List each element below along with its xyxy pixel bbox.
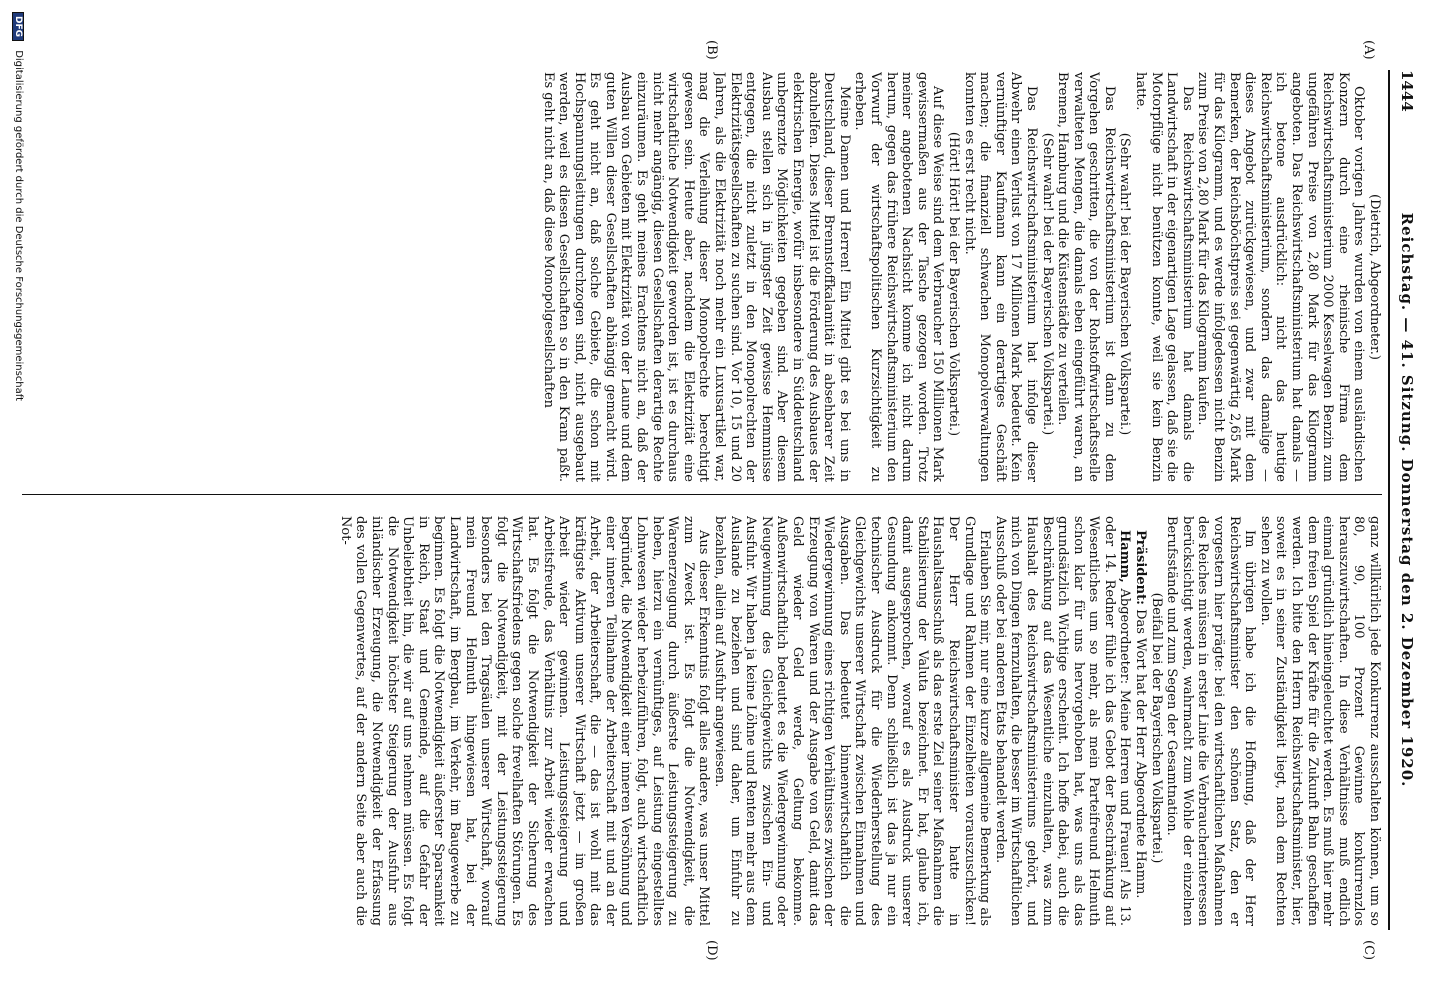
interjection: (Hört! Hört! bei der Bayerischen Volkspartei.) [945, 131, 961, 437]
margin-label-a: (A) [1361, 40, 1376, 60]
paragraph: Aus dieser Erkenntnis folgt alles andere, was unser Mittel zum Zweck ist. Es folgt die Notwendigkeit, die Warenerzeugung durch äußerste Leistungssteigerung zu heben, hierzu ein vernünftiges, auf Leistung eingestelltes Lohnwesen wieder herbeizuführen, folgt, auch wirtschaftlich begründet, die Notwendigkeit einer inneren Versöhnung und einer inneren Teilnahme der Arbeiterschaft mit und an der Arbeit, der Arbeiterschaft, die — das ist wohl mit das kräftigste Aktivum unserer Wirtschaft jetzt — im großen Arbeit wieder gewinnen. Leistungssteigerung und Arbeitsfreude, das Verhältnis zur Arbeit wieder erwachen hat. Es folgt die Notwendigkeit der Sicherung des Wirtschaftsfriedens gegen solche frevelhaften Störungen. Es folgt die Notwendigkeit, mit der Leistungssteigerung besonders bei den Tragsäulen unserer Wirtschaft, worauf mein Freund Helmuth hingewiesen hat, bei der Landwirtschaft, im Bergbau, im Verkehr, im Baugewerbe zu beginnen. Es folgt die Notwendigkeit äußerster Sparsamkeit in Reich, Staat und Gemeinde, auf die Gefahr der Unbeliebtheit hin, die wir auf uns nehmen müssen. Es folgt die Notwendigkeit höchster Steigerung der Ausfuhr aus inländischer Erzeugung, die Notwendigkeit der Erfassung des vollen Gegenwertes, auf der andern Seite aber auch die Not- [337, 516, 712, 926]
paragraph: Das Reichswirtschaftsministerium ist dann zu dem Vorgehen geschritten, die von der Rohstoffwirtschaftsstelle verwalteten Mengen, die damals eben eingeführt waren, an Bremen, Hamburg und die Küstenstädte zu verteilen. [1055, 72, 1117, 482]
credit-text: Digitalisierung gefördert durch die Deutsche Forschungsgemeinschaft [13, 50, 24, 402]
president-label: Präsident: [1133, 530, 1149, 605]
margin-label-b: (B) [704, 40, 719, 60]
paragraph: Meine Damen und Herren! Ein Mittel gibt es bei uns in Deutschland, dieser Brennstoffkalamität in absehbarer Zeit abzuhelfen. Dieses Mittel ist die Förderung des Ausbaues der elektrischen Energie, wofür insbesondere in Süddeutschland unbegrenzte Möglichkeiten gegeben sind. Aber diesem Ausbau stellen sich in jüngster Zeit gewisse Hemmnisse entgegen, die nicht zuletzt in den Monopolrechten der Elektrizitätsgesellschaften zu suchen sind. Vor 10, 15 und 20 Jahren, als die Elektrizität noch mehr ein Luxusartikel war, mag die Verleihung dieser Monopolrechte berechtigt gewesen sein. Heute aber, nachdem die Elektrizität eine wirtschaftliche Notwendigkeit geworden ist, ist es durchaus nicht mehr angängig, diesen Gesellschaften derartige Rechte einzuräumen. Es geht meines Erachtens nicht an, daß der Ausbau von Gebieten mit Elektrizität von der Laune und dem guten Willen dieser Gesellschaften abhängig gemacht wird. Es geht nicht an, daß solche Gebiete, die schon mit Hochspannungsleitungen durchzogen sind, nicht ausgebaut werden, weil es diesen Gesellschaften so in den Kram paßt. Es geht nicht an, daß diese Monopolgesellschaften [540, 72, 852, 482]
president-remark [1133, 516, 1149, 926]
margin-label-c: (C) [1361, 940, 1376, 961]
page-header [1390, 70, 1416, 930]
paragraph: Im übrigen habe ich die Hoffnung, daß der Herr Reichswirtschaftsminister den schönen Satz, den er vorgestern hier prägte: bei den wirtschaftlichen Maßnahmen des Reiches müssen in erster Linie die Verbraucherinteressen berücksichtigt werden, wahrmacht zum Wohle der einzelnen Berufsstände und zum Segen der Gesamtnation. [1164, 516, 1258, 926]
paragraph: Erlauben Sie mir, nur eine kurze allgemeine Bemerkung als Grundlage und Rahmen der Einzelheiten vorauszuschicken! Der Herr Reichswirtschaftsminister hatte in Haushaltsausschuß als das erste Ziel seiner Maßnahmen die Stabilisierung der Valuta bezeichnet. Er hat, glaube ich, damit ausgesprochen, worauf es als Ausdruck unserer Gesundung ankommt. Denn schließlich ist das ja nur ein technischer Ausdruck für die Wiederherstellung des Gleichgewichts unserer Wirtschaft zwischen Einnahmen und Ausgaben. Das bedeutet binnenwirtschaftlich die Wiedergewinnung eines richtigen Verhältnisses zwischen der Erzeugung von Waren und der Ausgabe von Geld, damit das Geld wieder Geld werde, Geltung bekomme. Außenwirtschaftlich bedeutet es die Wiedergewinnung oder Neugewinnung des Gleichgewichts zwischen Ein- und Ausfuhr. Wir haben ja keine Löhne und Renten mehr aus dem Auslande zu beziehen und sind daher, um Einfuhr zu bezahlen, allein auf Ausfuhr angewiesen. [712, 516, 993, 926]
president-text: Das Wort hat der Herr Abgeordnete Hamm. [1133, 609, 1149, 899]
margin-label-d: (D) [704, 940, 719, 961]
column-divider [22, 494, 1382, 495]
paragraph: Meine Herren und Frauen! Als 13. oder 14. Redner fühle ich das Gebot der Beschränkung auf Wesentliches um so mehr, als mein Parteifreund Helmuth schon klar für uns hervorgehoben hat, was uns als das grundsätzlich Wichtige erscheint. Ich hoffe dabei, auch die Beschränkung auf das Wesentliche einzuhalten, was zum Haushalt des Reichswirtschaftsministeriums gehört, und mich von Dingen fernzuhalten, die besser im Wirtschaftlichen Ausschuß oder bei anderen Etats behandelt werden. [992, 516, 1133, 926]
paragraph: Das Reichswirtschaftsministerium hat damals die Landwirtschaft in der eigenartigen Lage gelassen, daß sie die Motorpflüge nicht benützen konnte, weil sie kein Benzin hatte. [1133, 72, 1195, 482]
paragraph: Oktober vorigen Jahres wurden von einem ausländischen Konzern durch eine rheinische Firma dem Reichswirtschaftsministerium 2000 Kesselwagen Benzin zum ungefähren Preise von 2,80 Mark für das Kilogramm angeboten. Das Reichswirtschaftsministerium hat damals — ich betone ausdrücklich: nicht das heutige Reichswirtschaftsministerium, sondern das damalige — dieses Angebot zurückgewiesen, und zwar mit dem Bemerken, der Reichsböchstpreis sei gegenwärtig 2,65 Mark für das Kilogramm, und es werde infolgedessen nicht Benzin zum Preise von 2,80 Mark für das Kilogramm kaufen. [1195, 72, 1367, 482]
dfg-logo: DFG [12, 12, 24, 41]
speaker-note: (Dietrich, Abgeordneter.) [1367, 194, 1382, 360]
speaker-intro [992, 516, 1132, 926]
interjection: (Beifall bei der Bayerischen Volkspartei.) [1148, 592, 1164, 864]
speaker-role: Abgeordneter: [1117, 588, 1133, 685]
header-rule [1388, 70, 1390, 930]
digitization-credit [6, 12, 24, 992]
interjection: (Sehr wahr! bei der Bayerischen Volkspartei.) [1117, 132, 1133, 436]
left-column [22, 72, 1382, 482]
paragraph: Auf diese Weise sind dem Verbraucher 150 Millionen Mark gewissermaßen aus der Tasche gezogen worden. Trotz meiner angebotenen Nachsicht komme ich nicht darum herum, gegen das frühere Reichswirtschaftsministerium den Vorwurf der wirtschaftspolitischen Kurzsichtigkeit zu erheben. [852, 72, 946, 482]
speaker-name: Hamm, [1117, 530, 1133, 583]
paragraph: Das Reichswirtschaftsministerium hat infolge dieser Abwehr einen Verlust von 17 Millionen Mark bedeutet. Kein vernünftiger Kaufmann kann ein derartiges Geschäft machen; die finanziell schwachen Monopolverwaltungen konnten es erst recht nicht. [961, 72, 1039, 482]
paragraph: ganz willkürlich jede Konkurrenz ausschalten können, um so 80, 90, 100 Prozent Gewinne konkurrenzlos herauszuwirtschaften. In diese Verhältnisse muß endlich einmal gründlich hineingeleuchtet werden. Es muß hier mehr dem freien Spiel der Kräfte für die Zukunft Bahn geschaffen werden. Ich bitte den Herrn Reichswirtschaftsminister, hier, soweit es in seiner Zuständigkeit liegt, nach dem Rechten sehen zu wollen. [1257, 516, 1382, 926]
page-title: Reichstag. — 41. Sitzung. Donnerstag den 2. Dezember 1920. [1398, 212, 1416, 788]
right-column [22, 516, 1382, 926]
interjection: (Sehr wahr! bei der Bayerischen Volkspartei.) [1039, 132, 1055, 436]
page-number: 1444 [1398, 70, 1416, 112]
